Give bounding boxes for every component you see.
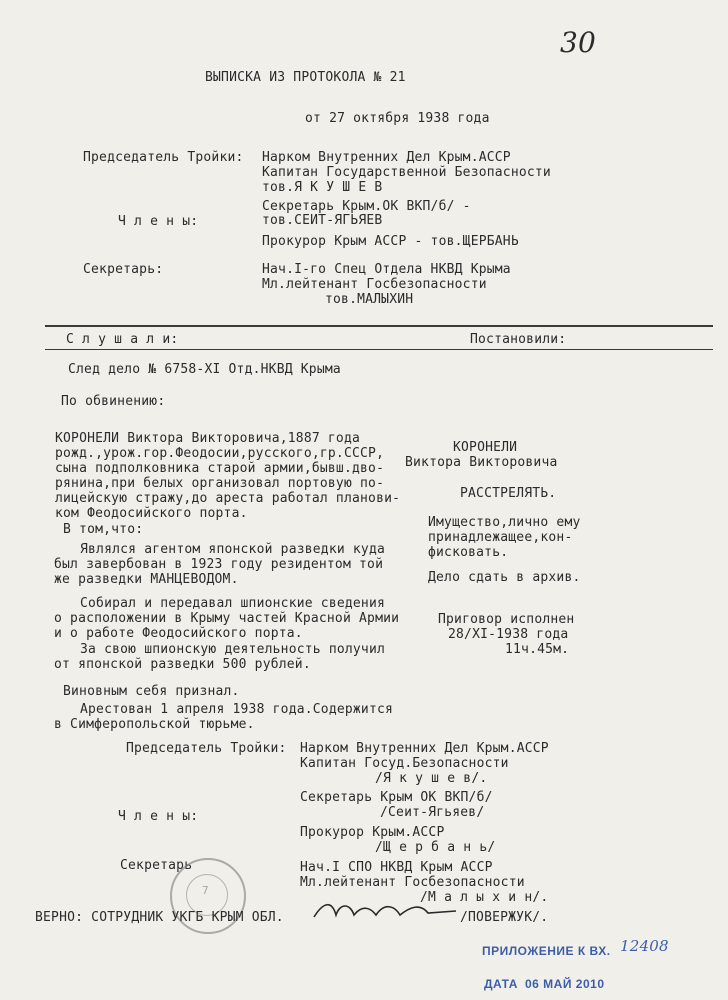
member2-line: Прокурор Крым АССР - тов.ЩЕРБАНЬ: [262, 234, 519, 249]
secretary-line-3: тов.МАЛЫХИН: [325, 292, 414, 307]
stamp-date-label: ДАТА: [484, 977, 518, 991]
decision-property-3: фисковать.: [428, 545, 509, 560]
guilty-line: Виновным себя признал.: [63, 684, 240, 699]
para2-line-2: о расположении в Крыму частей Красной Армии: [54, 611, 400, 626]
charge-label: По обвинению:: [61, 394, 166, 409]
secretary-label: Секретарь:: [83, 262, 164, 277]
decision-verdict: РАССТРЕЛЯТЬ.: [460, 486, 557, 501]
accused-line-4: рянина,при белых организовал портовую по-: [55, 476, 385, 491]
para1-line-3: же разведки МАНЦЕВОДОМ.: [54, 572, 239, 587]
para3-line-2: от японской разведки 500 рублей.: [54, 657, 311, 672]
case-line: След дело № 6758-XI Отд.НКВД Крыма: [68, 362, 341, 377]
stamp-date: 06 МАЙ 2010: [525, 977, 605, 991]
arrest-line-1: Арестован 1 апреля 1938 года.Содержится: [80, 702, 394, 717]
certified-by: ВЕРНО: СОТРУДНИК УКГБ КРЫМ ОБЛ.: [35, 910, 284, 925]
executed-line-2: 28/XI-1938 года: [448, 627, 569, 642]
accused-line-1: КОРОНЕЛИ Виктора Викторовича,1887 года: [55, 431, 361, 446]
para3-line-1: За свою шпионскую деятельность получил: [80, 642, 386, 657]
signer-name: /ПОВЕРЖУК/.: [460, 910, 549, 925]
column-decided: Постановили:: [470, 332, 567, 347]
seal-number: 7: [202, 884, 209, 897]
secretary-line-1: Нач.I-го Спец Отдела НКВД Крыма: [262, 262, 511, 277]
document-title: ВЫПИСКА ИЗ ПРОТОКОЛА № 21: [205, 70, 406, 85]
page-number: 30: [560, 26, 597, 59]
chair-line-1: Нарком Внутренних Дел Крым.АССР: [262, 150, 511, 165]
para1-line-1: Являлся агентом японской разведки куда: [80, 542, 386, 557]
executed-line-3: 11ч.45м.: [505, 642, 570, 657]
footer-secretary-line-2: Мл.лейтенант Госбезопасности: [300, 875, 525, 890]
executed-line-1: Приговор исполнен: [438, 612, 575, 627]
decision-property-2: принадлежащее,кон-: [428, 530, 573, 545]
stamp-attachment: ПРИЛОЖЕНИЕ К ВХ.: [482, 944, 611, 958]
protocol-date: от 27 октября 1938 года: [305, 111, 490, 126]
accused-line-2: рожд.,урож.гор.Феодосии,русского,гр.СССР,: [55, 446, 385, 461]
footer-secretary-line-1: Нач.I СПО НКВД Крым АССР: [300, 860, 493, 875]
footer-member2-line-1: Прокурор Крым.АССР: [300, 825, 445, 840]
footer-member2-line-2: /Щ е р б а н ь/: [375, 840, 496, 855]
decision-property-1: Имущество,лично ему: [428, 515, 581, 530]
decision-name-1: КОРОНЕЛИ: [453, 440, 518, 455]
footer-secretary-label: Секретарь: [120, 858, 193, 873]
members-label: Ч л е н ы:: [118, 214, 199, 229]
accused-line-3: сына подполковника старой армии,бывш.дво-: [55, 461, 385, 476]
decision-archive: Дело сдать в архив.: [428, 570, 581, 585]
footer-secretary-line-3: /М а л ы х и н/.: [420, 890, 549, 905]
handwritten-signature: [310, 897, 460, 925]
footer-chair-label: Председатель Тройки:: [126, 741, 287, 756]
divider-bottom: [45, 349, 713, 350]
para2-line-1: Собирал и передавал шпионские сведения: [80, 596, 386, 611]
footer-member1-line-2: /Сеит-Ягьяев/: [380, 805, 485, 820]
accused-line-6: ком Феодосийского порта.: [55, 506, 248, 521]
para2-line-3: и о работе Феодосийского порта.: [54, 626, 303, 641]
column-heard: С л у ш а л и:: [66, 332, 179, 347]
accused-line-5: лицейскую стражу,до ареста работал планови-: [55, 491, 401, 506]
footer-members-label: Ч л е н ы:: [118, 809, 199, 824]
arrest-line-2: в Симферопольской тюрьме.: [54, 717, 255, 732]
in-that-label: В том,что:: [63, 522, 144, 537]
para1-line-2: был завербован в 1923 году резидентом той: [54, 557, 384, 572]
secretary-line-2: Мл.лейтенант Госбезопасности: [262, 277, 487, 292]
footer-member1-line-1: Секретарь Крым ОК ВКП/б/: [300, 790, 493, 805]
footer-chair-line-3: /Я к у ш е в/.: [375, 771, 488, 786]
decision-name-2: Виктора Викторовича: [405, 455, 558, 470]
member1-line-1: Секретарь Крым.ОК ВКП/б/ -: [262, 199, 471, 214]
footer-chair-line-1: Нарком Внутренних Дел Крым.АССР: [300, 741, 549, 756]
chair-label: Председатель Тройки:: [83, 150, 244, 165]
stamp-number: 12408: [620, 937, 669, 955]
chair-line-2: Капитан Государственной Безопасности: [262, 165, 551, 180]
member1-line-2: тов.СЕИТ-ЯГЬЯЕВ: [262, 213, 383, 228]
footer-chair-line-2: Капитан Госуд.Безопасности: [300, 756, 509, 771]
chair-line-3: тов.Я К У Ш Е В: [262, 180, 383, 195]
divider-top: [45, 325, 713, 327]
